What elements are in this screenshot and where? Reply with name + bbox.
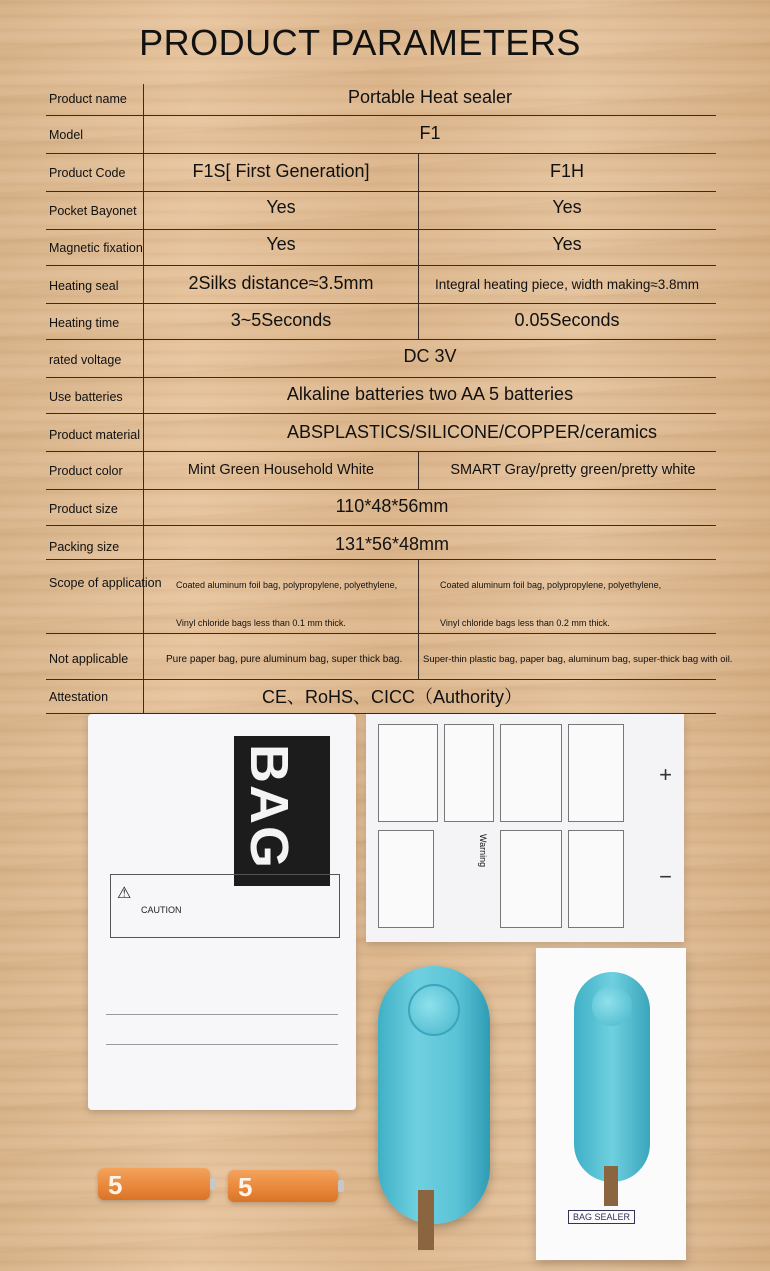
row-label: Pocket Bayonet (49, 204, 137, 218)
f1h-value: 0.05Seconds (514, 310, 620, 330)
minus-icon: − (659, 864, 672, 889)
f1s-value: Mint Green Household White (187, 462, 375, 478)
column-divider (418, 154, 419, 304)
column-divider (418, 304, 419, 340)
manual-panel (500, 830, 562, 928)
row-label: Product name (49, 92, 127, 106)
row-scope-of-application (46, 560, 716, 634)
row-value: Portable Heat sealer (347, 87, 513, 107)
power-button-icon (592, 986, 632, 1026)
battery-number: 5 (108, 1170, 123, 1200)
column-divider (418, 452, 419, 490)
manual-panel (378, 724, 438, 822)
product-box-image (536, 948, 686, 1260)
row-label: Attestation (49, 690, 109, 704)
row-value: 131*56*48mm (334, 534, 450, 554)
row-label: Scope of application (49, 576, 162, 590)
row-value: F1 (419, 123, 441, 143)
f1h-value: F1H (549, 161, 584, 181)
f1h-value: Super-thin plastic bag, paper bag, aluminum bag, super-thick bag with oil. (423, 654, 733, 665)
page-title: PRODUCT PARAMETERS (139, 22, 581, 63)
row-label: Heating time (49, 316, 120, 330)
row-label: rated voltage (49, 353, 122, 367)
row-product-name (46, 84, 716, 116)
row-magnetic-fixation (46, 230, 716, 266)
aa-battery (98, 1168, 210, 1200)
f1h-scope-line-2: Vinyl chloride bags less than 0.2 mm thick. (440, 618, 610, 628)
battery-terminal (210, 1178, 216, 1190)
row-pocket-bayonet (46, 192, 716, 230)
f1s-scope-line-2: Vinyl chloride bags less than 0.1 mm thick. (176, 618, 346, 628)
f1h-scope-line-1: Coated aluminum foil bag, polypropylene, polyethylene, (440, 580, 662, 590)
f1h-value: Integral heating piece, width making≈3.8mm (434, 277, 700, 292)
row-not-applicable (46, 634, 733, 680)
manual-panel (500, 724, 562, 822)
f1s-value: Pure paper bag, pure aluminum bag, super thick bag. (166, 654, 403, 665)
caution-label: CAUTION (141, 905, 182, 915)
f1s-value: Yes (266, 197, 296, 217)
row-attestation (46, 680, 716, 714)
row-value: 110*48*56mm (335, 496, 449, 516)
row-heating-time (46, 304, 716, 340)
box-brand-label: BAG SEALER (568, 1210, 635, 1224)
box-lanyard (604, 1166, 618, 1206)
row-value: Alkaline batteries two AA 5 batteries (286, 384, 574, 404)
row-use-batteries (46, 378, 716, 414)
row-label: Model (49, 128, 84, 142)
heat-sealer-device (378, 966, 490, 1224)
row-model (46, 116, 716, 154)
row-label: Product size (49, 502, 118, 516)
row-value: ABSPLASTICS/SILICONE/COPPER/ceramics (286, 422, 658, 442)
row-rated-voltage (46, 340, 716, 378)
aa-battery (228, 1170, 338, 1202)
row-product-color (46, 452, 716, 490)
f1s-value: 3~5Seconds (230, 310, 332, 330)
row-label: Use batteries (49, 390, 123, 404)
manual-panel (378, 830, 434, 928)
caution-box (110, 874, 340, 938)
row-label: Product color (49, 464, 123, 478)
battery-terminal (338, 1180, 344, 1192)
row-value: DC 3V (403, 346, 457, 366)
row-label: Not applicable (49, 652, 129, 666)
manual-sheet-image (366, 714, 684, 942)
sealer-lanyard (418, 1190, 434, 1250)
f1h-value: Yes (552, 197, 582, 217)
plus-icon: + (659, 762, 672, 787)
f1s-value: Yes (266, 234, 296, 254)
power-button-icon (408, 984, 460, 1036)
row-label: Magnetic fixation (49, 241, 143, 255)
manual-panel (568, 830, 624, 928)
battery-number: 5 (238, 1172, 253, 1202)
divider (106, 1044, 338, 1045)
row-label: Product material (49, 428, 141, 442)
row-value: CE、RoHS、CICC（Authority） (261, 687, 523, 707)
f1h-value: Yes (552, 234, 582, 254)
instruction-booklet-image (88, 714, 356, 1110)
row-label: Product Code (49, 166, 126, 180)
row-label: Heating seal (49, 279, 119, 293)
divider (106, 1014, 338, 1015)
f1h-value: SMART Gray/pretty green/pretty white (450, 462, 696, 478)
row-product-size (46, 490, 716, 526)
column-divider (418, 560, 419, 680)
row-heating-seal (46, 266, 716, 304)
row-label: Packing size (49, 540, 120, 554)
box-device-graphic (574, 972, 650, 1182)
manual-panel (568, 724, 624, 822)
warning-icon: ⚠ (117, 885, 132, 902)
row-packing-size (46, 526, 716, 560)
f1s-value: F1S[ First Generation] (192, 161, 370, 181)
row-product-material (46, 414, 716, 452)
manual-panel (444, 724, 494, 822)
f1s-scope-line-1: Coated aluminum foil bag, polypropylene, polyethylene, (176, 580, 398, 590)
f1s-value: 2Silks distance≈3.5mm (188, 273, 374, 293)
bag-word: BAG (239, 744, 299, 870)
warning-label: Warning (478, 834, 488, 868)
row-product-code (46, 154, 716, 192)
